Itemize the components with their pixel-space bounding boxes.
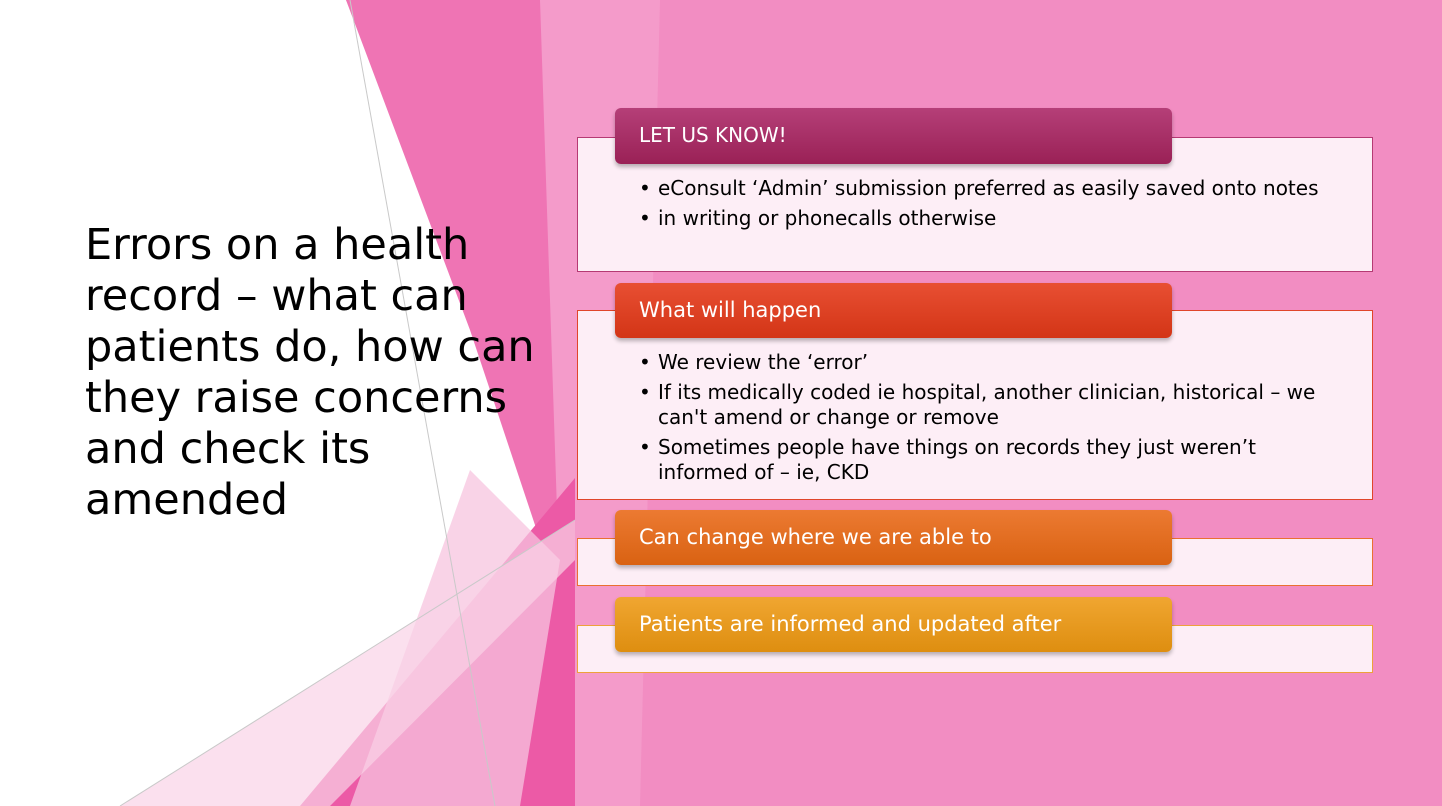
section-header-what-will-happen: What will happen [615,283,1172,338]
section-list-let-us-know [637,176,1337,236]
list-item: • in writing or phonecalls otherwise [637,206,1337,231]
list-item: • If its medically coded ie hospital, another clinician, historical – we can't amend or change or remove [637,380,1337,430]
section-header-can-change: Can change where we are able to [615,510,1172,565]
list-item: • We review the ‘error’ [637,350,1337,375]
section-list-what-will-happen [637,350,1337,490]
section-header-patients-informed: Patients are informed and updated after [615,597,1172,652]
list-item: • eConsult ‘Admin’ submission preferred as easily saved onto notes [637,176,1337,201]
list-item: • Sometimes people have things on records they just weren’t informed of – ie, CKD [637,435,1337,485]
slide-title: Errors on a health record – what can patients do, how can they raise concerns and check its amended [85,220,535,525]
section-header-let-us-know: LET US KNOW! [615,108,1172,164]
